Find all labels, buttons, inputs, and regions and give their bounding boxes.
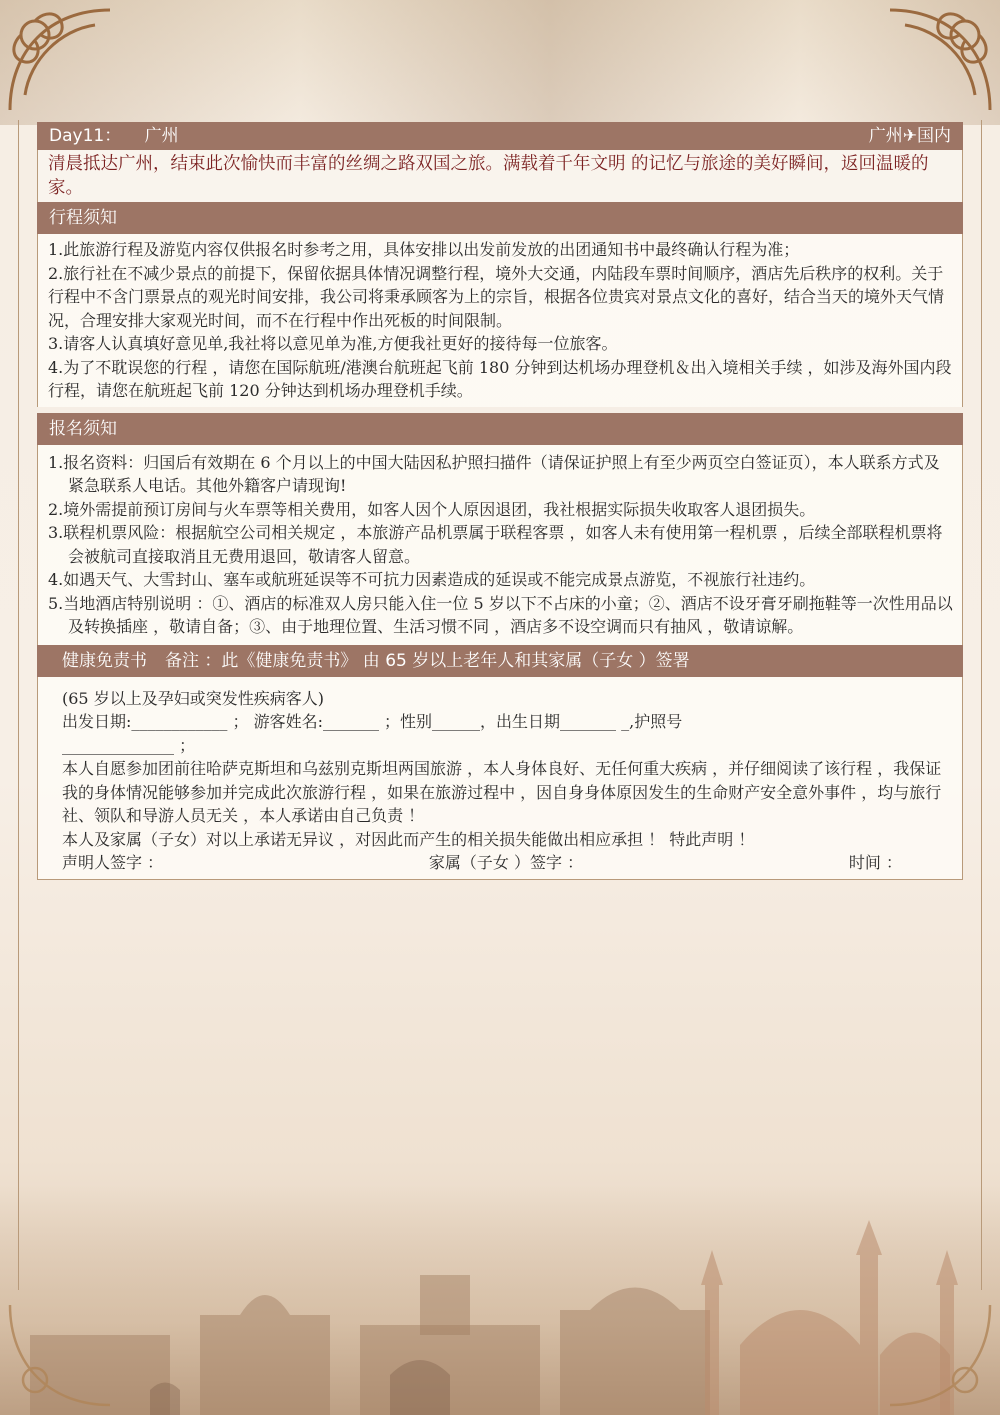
- registration-note-item: 1.报名资料：归国后有效期在 6 个月以上的中国大陆因私护照扫描件（请保证护照上有至少两页空白签证页），本人联系方式及紧急联系人电话。其他外籍客户请现询!: [48, 452, 940, 495]
- waiver-confirmation: 本人及家属（子女）对以上承诺无异议 ，对因此而产生的相关损失能做出相应承担 ！ 特此声明 ！: [62, 829, 755, 849]
- itinerary-notes-title: [37, 202, 963, 234]
- health-waiver-heading: 健康免责书: [62, 650, 147, 671]
- waiver-applies-to: (65 岁以上及孕妇或突发性疾病客人): [62, 688, 324, 708]
- itinerary-note-item: 1.此旅游行程及游览内容仅供报名时参考之用，具体安排以出发前发放的出团通知书中最终确认行程为准；: [48, 240, 800, 259]
- registration-note-item: 4.如遇天气、大雪封山、塞车或航班延误等不可抗力因素造成的延误或不能完成景点游览，不视旅行社违约。: [48, 570, 816, 589]
- itinerary-note-item: 2.旅行社在不减少景点的前提下，保留依据具体情况调整行程，境外大交通，内陆段车票时间顺序，酒店先后秩序的权利。关于行程中不含门票景点的观光时间安排，我公司将秉承顾客为上的宗旨，根据各位贵宾对景点文化的喜好，结合当天的境外天气情况，合理安排大家观光时间，而不在行程中作出死板的时间限制。: [48, 263, 945, 330]
- itinerary-note-item: 3.请客人认真填好意见单,我社将以意见单为准,方便我社更好的接待每一位旅客。: [48, 334, 618, 353]
- frame-line-left: [18, 120, 19, 1290]
- registration-notes-heading: 报名须知: [49, 418, 117, 439]
- health-waiver-note: 备注 ：此《健康免责书》 由 65 岁以上老年人和其家属（子女 ）签署: [165, 650, 690, 671]
- registration-note-item: 5.当地酒店特别说明 ：①、酒店的标准双人房只能入住一位 5 岁以下不占床的小童；②、酒店不设牙膏牙刷拖鞋等一次性用品以及转换插座 ，敬请自备；③、由于地理位置、生活习惯不同 ，酒店多不设空调而只有抽风 ，敬请谅解。: [48, 593, 953, 636]
- itinerary-notes-list: [37, 234, 963, 407]
- itinerary-notes-heading: 行程须知: [49, 208, 117, 228]
- registration-notes-list: [37, 445, 963, 645]
- corner-ornament-top-right: [880, 0, 1000, 120]
- mosque-skyline-illustration: [0, 1215, 1000, 1415]
- day-header-left: [49, 122, 197, 150]
- frame-line-right: [981, 120, 982, 1290]
- health-waiver-title: [37, 645, 963, 677]
- waiver-declaration: 本人自愿参加团前往哈萨克斯坦和乌兹别克斯坦两国旅游 ，本人身体良好、无任何重大疾病 ，并仔细阅读了该行程 ，我保证我的身体情况能够参加并完成此次旅游行程 ，如果在旅游过程中 ，因自身身体原因发生的生命财产安全意外事件 ，均与旅行社、领队和导游人员无关 ，本人承诺由自己负责 ！: [62, 759, 942, 825]
- registration-note-item: 2.境外需提前预订房间与火车票等相关费用，如客人因个人原因退团，我社根据实际损失收取客人退团损失。: [48, 499, 816, 519]
- day-description: 清晨抵达广州，结束此次愉快而丰富的丝绸之路双国之旅。满载着千年文明 的记忆与旅途的美好瞬间，返回温暖的家。: [37, 150, 963, 202]
- signature-row: [62, 851, 942, 875]
- day-route: 广州✈国内: [868, 126, 951, 146]
- day-label: Day11：: [49, 126, 122, 146]
- itinerary-note-item: 4.为了不耽误您的行程 ，请您在国际航班/港澳台航班起飞前 180 分钟到达机场办理登机＆出入境相关手续 ，如涉及海外国内段行程，请您在航班起飞前 120 分钟达到机场办理登机手续。: [48, 357, 952, 400]
- day-city: 广州: [144, 126, 179, 146]
- registration-note-item: 3.联程机票风险：根据航空公司相关规定 ，本旅游产品机票属于联程客票 ，如客人未有使用第一程机票 ，后续全部联程机票将会被航司直接取消且无费用退回，敬请客人留意。: [48, 523, 943, 566]
- corner-ornament-bottom-right: [880, 1295, 1000, 1415]
- waiver-fields-continued: ______________ ；: [62, 735, 196, 755]
- waiver-fields: 出发日期:____________ ； 游客姓名:_______ ；性别______，出生日期_______ _,护照号: [62, 712, 683, 731]
- corner-ornament-bottom-left: [0, 1295, 120, 1415]
- sign-time-label: 时间 ：: [848, 853, 902, 872]
- itinerary-content: [37, 122, 963, 880]
- family-signer-label: 家属（子女 ）签字 ：: [428, 853, 584, 872]
- health-waiver-form: [37, 677, 963, 880]
- corner-ornament-top-left: [0, 0, 120, 120]
- day-header-bar: [37, 122, 963, 150]
- signer-label: 声明人签字 ：: [62, 853, 164, 872]
- registration-notes-title: [37, 413, 963, 445]
- header-background: [0, 0, 1000, 125]
